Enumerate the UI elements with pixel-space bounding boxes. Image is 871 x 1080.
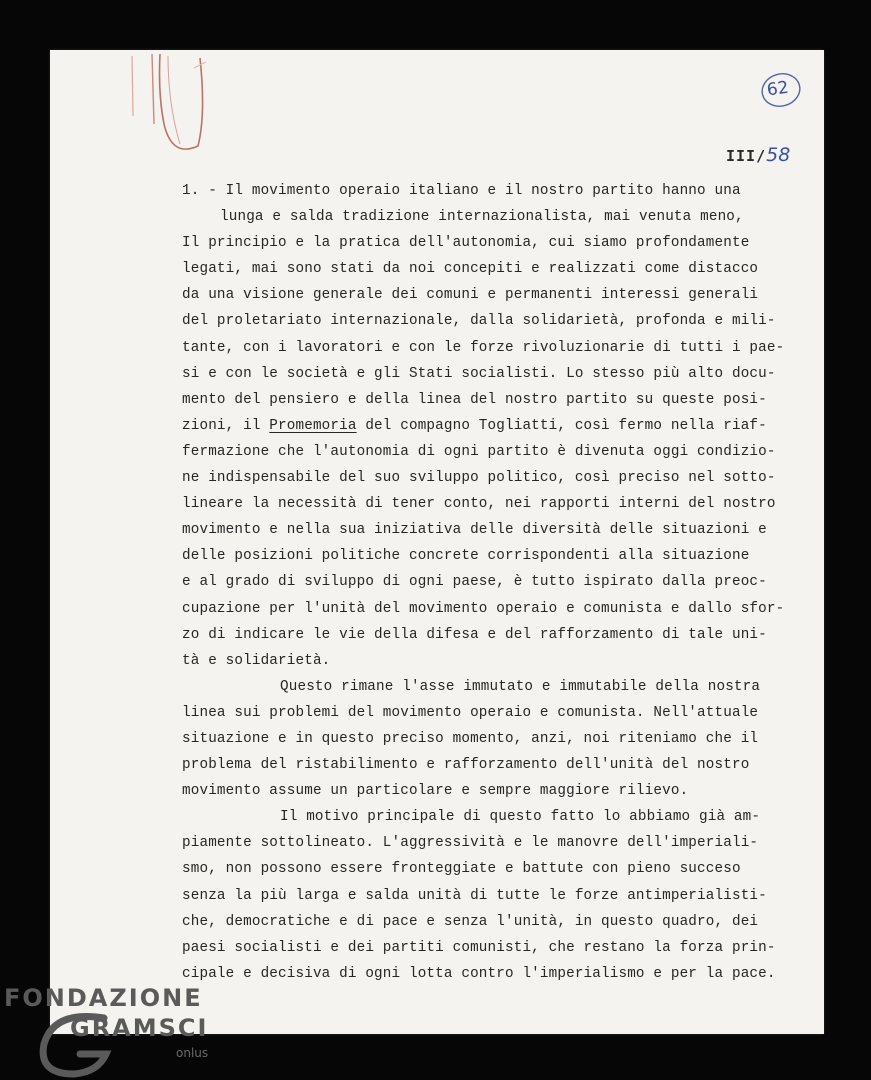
watermark-line2: GRAMSCI xyxy=(70,1014,209,1042)
text-line xyxy=(182,387,822,413)
text-line xyxy=(182,804,822,830)
text-line-content: da una visione generale dei comuni e permanenti interessi generali xyxy=(182,287,759,304)
text-line-content: legati, mai sono stati da noi concepiti e realizzati come distacco xyxy=(182,261,759,278)
text-line xyxy=(182,752,822,778)
text-line xyxy=(182,465,822,491)
text-line xyxy=(182,178,822,204)
text-line-content: situazione e in questo preciso momento, anzi, noi riteniamo che il xyxy=(182,730,759,747)
text-line xyxy=(182,883,822,909)
text-line xyxy=(182,361,822,387)
text-line-content: lunga e salda tradizione internazionalista, mai venuta meno, xyxy=(220,209,744,226)
text-line-content: cipale e decisiva di ogni lotta contro l'imperialismo e per la pace. xyxy=(182,965,776,982)
page-number xyxy=(726,144,790,166)
paper-clip-mark xyxy=(102,54,206,154)
text-line xyxy=(182,830,822,856)
text-line xyxy=(182,700,822,726)
text-line xyxy=(182,569,822,595)
text-line xyxy=(182,230,822,256)
text-line-content: smo, non possono essere fronteggiate e battute con pieno succeso xyxy=(182,861,741,878)
watermark-onlus: onlus xyxy=(176,1046,209,1060)
text-line xyxy=(182,935,822,961)
text-line xyxy=(182,204,822,230)
text-line xyxy=(182,909,822,935)
text-line xyxy=(182,491,822,517)
text-line xyxy=(182,778,822,804)
text-line-content: Il motivo principale di questo fatto lo abbiamo già am- xyxy=(280,809,761,826)
text-line xyxy=(182,439,822,465)
text-line xyxy=(182,517,822,543)
text-line xyxy=(182,308,822,334)
page-number-typed: III/ xyxy=(726,147,767,165)
watermark-line1: FONDAZIONE xyxy=(4,984,203,1012)
text-line-content: paesi socialisti e dei partiti comunisti, che restano la forza prin- xyxy=(182,939,776,956)
text-line-content: 1. - Il movimento operaio italiano e il nostro partito hanno una xyxy=(182,183,741,199)
text-line-content: zo di indicare le vie della difesa e del rafforzamento di tale uni- xyxy=(182,626,767,643)
text-line-content: Il principio e la pratica dell'autonomia, cui siamo profondamente xyxy=(182,235,750,252)
text-line-content: cupazione per l'unità del movimento operaio e comunista e dallo sfor- xyxy=(182,600,785,617)
text-line-content: problema del ristabilimento e rafforzamento dell'unità del nostro xyxy=(182,757,750,774)
text-line-content: tante, con i lavoratori e con le forze rivoluzionarie di tutti i pae- xyxy=(182,339,785,356)
text-line xyxy=(182,648,822,674)
text-line-content: linea sui problemi del movimento operaio e comunista. Nell'attuale xyxy=(182,704,759,721)
text-line xyxy=(182,282,822,308)
text-line-content: lineare la necessità di tener conto, nei rapporti interni del nostro xyxy=(182,496,776,513)
page-number-handwritten: 58 xyxy=(766,144,791,166)
text-line-content: del compagno Togliatti, così fermo nella riaf- xyxy=(356,417,767,434)
text-line-content: movimento assume un particolare e sempre maggiore rilievo. xyxy=(182,783,689,800)
text-line xyxy=(182,856,822,882)
text-line-content: e al grado di sviluppo di ogni paese, è tutto ispirato dalla preoc- xyxy=(182,574,767,591)
document-page xyxy=(50,50,824,1034)
watermark-logo xyxy=(4,984,234,1080)
text-line xyxy=(182,674,822,700)
text-line-content: zioni, il xyxy=(182,417,270,434)
text-line xyxy=(182,961,822,987)
text-line-content: Questo rimane l'asse immutato e immutabile della nostra xyxy=(280,678,761,695)
folio-number xyxy=(758,68,806,112)
text-line-content: del proletariato internazionale, dalla solidarietà, profonda e mili- xyxy=(182,313,776,330)
text-line xyxy=(182,335,822,361)
text-line-content: piamente sottolineato. L'aggressività e le manovre dell'imperiali- xyxy=(182,835,759,852)
text-line-content: delle posizioni politiche concrete corrispondenti alla situazione xyxy=(182,548,750,565)
text-line-content: movimento e nella sua iniziativa delle diversità delle situazioni e xyxy=(182,522,767,539)
text-line-content: senza la più larga e salda unità di tutte le forze antimperialisti- xyxy=(182,887,767,904)
text-line xyxy=(182,413,822,439)
text-line xyxy=(182,256,822,282)
text-line xyxy=(182,596,822,622)
text-line-content: che, democratiche e di pace e senza l'unità, in questo quadro, dei xyxy=(182,913,759,930)
text-line xyxy=(182,543,822,569)
text-line xyxy=(182,622,822,648)
underlined-title: Promemoria xyxy=(269,417,357,434)
text-line-content: ne indispensabile del suo sviluppo politico, così preciso nel sotto- xyxy=(182,470,776,487)
text-line xyxy=(182,726,822,752)
folio-number-text: 62 xyxy=(765,77,790,101)
text-line-content: mento del pensiero e della linea del nostro partito su queste posi- xyxy=(182,391,767,408)
text-line-content: si e con le società e gli Stati socialisti. Lo stesso più alto docu- xyxy=(182,365,776,382)
document-body xyxy=(182,178,822,987)
text-line-content: tà e solidarietà. xyxy=(182,652,331,669)
text-line-content: fermazione che l'autonomia di ogni partito è divenuta oggi condizio- xyxy=(182,443,776,460)
